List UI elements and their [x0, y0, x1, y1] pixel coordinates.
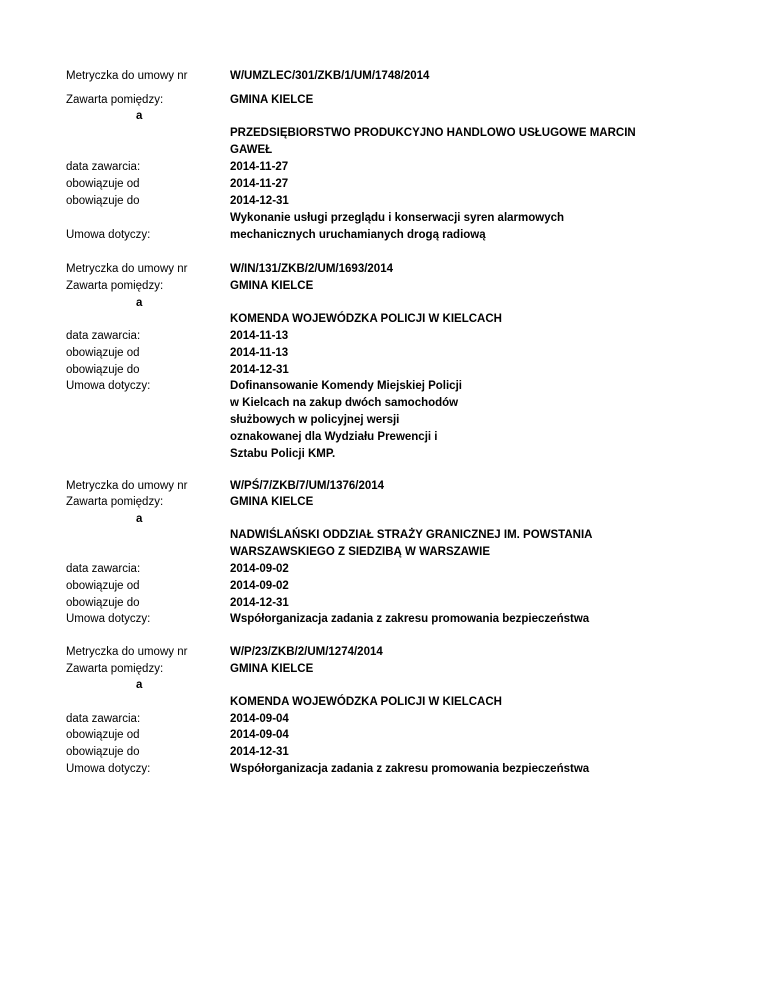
subject-label: Umowa dotyczy: [66, 613, 151, 625]
date-concluded-label: data zawarcia: [66, 330, 141, 342]
subject-line: w Kielcach na zakup dwóch samochodów [230, 397, 459, 409]
valid-to-label: obowiązuje do [66, 364, 140, 376]
parties-label: Zawarta pomiędzy: [66, 663, 164, 675]
contract-number: W/PŚ/7/ZKB/7/UM/1376/2014 [230, 480, 385, 492]
and-marker: a [136, 110, 143, 122]
contract-number: W/UMZLEC/301/ZKB/1/UM/1748/2014 [230, 70, 430, 82]
subject-line: Współorganizacja zadania z zakresu promowania bezpieczeństwa [230, 763, 590, 775]
subject-line: Wykonanie usługi przeglądu i konserwacji syren alarmowych [230, 212, 565, 224]
party-b-line: KOMENDA WOJEWÓDZKA POLICJI W KIELCACH [230, 696, 502, 708]
valid-from-label: obowiązuje od [66, 178, 140, 190]
parties-label: Zawarta pomiędzy: [66, 280, 164, 292]
valid-to: 2014-12-31 [230, 597, 289, 609]
date-concluded-label: data zawarcia: [66, 563, 141, 575]
party-a: GMINA KIELCE [230, 94, 314, 106]
valid-to-label: obowiązuje do [66, 195, 140, 207]
valid-from-label: obowiązuje od [66, 347, 140, 359]
parties-label: Zawarta pomiędzy: [66, 496, 164, 508]
valid-from: 2014-09-04 [230, 729, 289, 741]
valid-from: 2014-09-02 [230, 580, 289, 592]
valid-from: 2014-11-13 [230, 347, 289, 359]
date-concluded: 2014-09-04 [230, 713, 289, 725]
party-a: GMINA KIELCE [230, 280, 314, 292]
date-concluded: 2014-11-27 [230, 161, 289, 173]
subject-line: Współorganizacja zadania z zakresu promowania bezpieczeństwa [230, 613, 590, 625]
subject-line: mechanicznych uruchamianych drogą radiową [230, 229, 486, 241]
party-b-line: GAWEŁ [230, 144, 273, 156]
party-b-line: KOMENDA WOJEWÓDZKA POLICJI W KIELCACH [230, 313, 502, 325]
date-concluded: 2014-11-13 [230, 330, 289, 342]
date-concluded-label: data zawarcia: [66, 713, 141, 725]
valid-to: 2014-12-31 [230, 364, 289, 376]
valid-to-label: obowiązuje do [66, 746, 140, 758]
valid-from-label: obowiązuje od [66, 729, 140, 741]
party-a: GMINA KIELCE [230, 496, 314, 508]
subject-label: Umowa dotyczy: [66, 229, 151, 241]
subject-line: Dofinansowanie Komendy Miejskiej Policji [230, 380, 462, 392]
contract-number-label: Metryczka do umowy nr [66, 263, 188, 275]
party-a: GMINA KIELCE [230, 663, 314, 675]
date-concluded: 2014-09-02 [230, 563, 289, 575]
contract-number-label: Metryczka do umowy nr [66, 70, 188, 82]
party-b-line: PRZEDSIĘBIORSTWO PRODUKCYJNO HANDLOWO USŁUGOWE MARCIN [230, 127, 636, 139]
valid-from: 2014-11-27 [230, 178, 289, 190]
parties-label: Zawarta pomiędzy: [66, 94, 164, 106]
subject-line: oznakowanej dla Wydziału Prewencji i [230, 431, 438, 443]
valid-from-label: obowiązuje od [66, 580, 140, 592]
subject-label: Umowa dotyczy: [66, 380, 151, 392]
party-b-line: WARSZAWSKIEGO Z SIEDZIBĄ W WARSZAWIE [230, 546, 491, 558]
contract-number-label: Metryczka do umowy nr [66, 480, 188, 492]
party-b-line: NADWIŚLAŃSKI ODDZIAŁ STRAŻY GRANICZNEJ IM. POWSTANIA [230, 529, 593, 541]
contract-number-label: Metryczka do umowy nr [66, 646, 188, 658]
valid-to: 2014-12-31 [230, 195, 289, 207]
and-marker: a [136, 513, 143, 525]
valid-to: 2014-12-31 [230, 746, 289, 758]
contract-number: W/IN/131/ZKB/2/UM/1693/2014 [230, 263, 393, 275]
subject-line: Sztabu Policji KMP. [230, 448, 336, 460]
contract-number: W/P/23/ZKB/2/UM/1274/2014 [230, 646, 383, 658]
date-concluded-label: data zawarcia: [66, 161, 141, 173]
and-marker: a [136, 679, 143, 691]
and-marker: a [136, 297, 143, 309]
subject-label: Umowa dotyczy: [66, 763, 151, 775]
valid-to-label: obowiązuje do [66, 597, 140, 609]
subject-line: służbowych w policyjnej wersji [230, 414, 400, 426]
